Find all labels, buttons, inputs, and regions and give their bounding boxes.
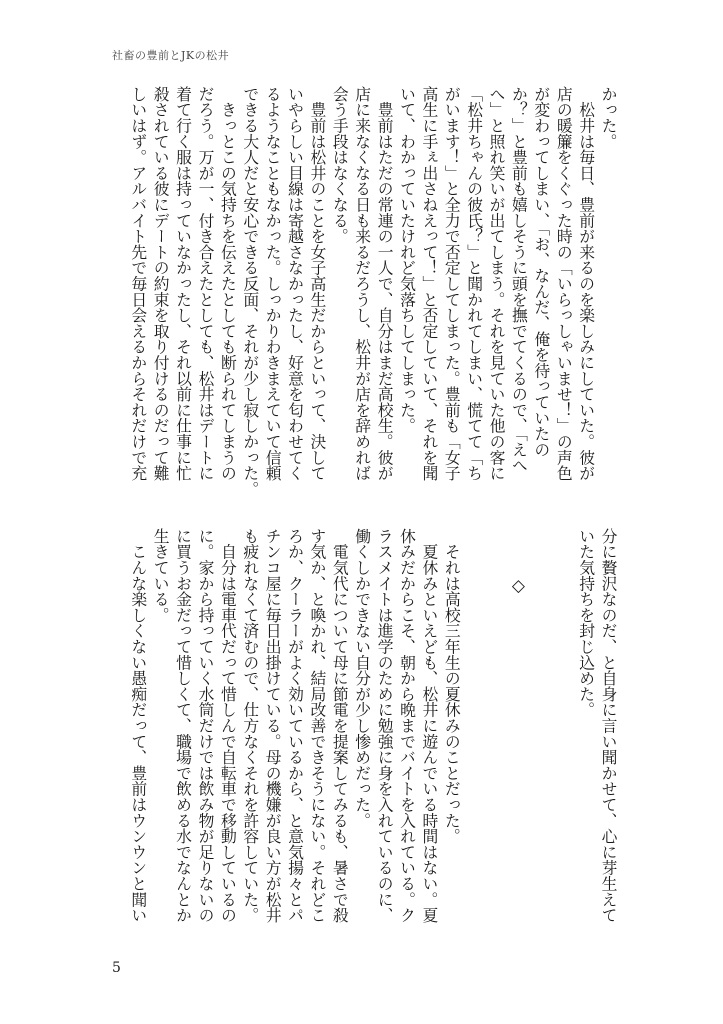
text-column: 生きている。: [151, 528, 171, 623]
running-header-title: 社畜の豊前とJKの松井: [112, 49, 230, 62]
text-column: か？」と豊前も嬉しそうに頭を撫でてくるので、「えへ: [509, 86, 529, 474]
text-column: ラスメイトは進学のために勉強に身を入れているのに、: [375, 528, 395, 923]
text-column: 働くしかできない自分が少し惨めだった。: [352, 528, 372, 829]
text-column: るようなこともなかった。しっかりわきまえていて信頼: [263, 86, 283, 481]
text-column: いた気持ちを封じ込めた。: [576, 528, 596, 718]
section-break-diamond: ◇: [508, 576, 529, 596]
text-column: 殺されている彼にデートの約束を取り付けるのだって難: [151, 86, 171, 481]
text-column: 店に来なくなる日も来るだろうし、松井が店を辞めれば: [352, 86, 372, 481]
blank-line: [462, 528, 484, 928]
text-column: 着て行く服は持っていなかったし、それ以前に仕事に忙: [173, 86, 193, 481]
text-column: も疲れなくて済むので、仕方なくそれを許容していた。: [240, 528, 260, 923]
text-column: 豊前は松井のことを女子高生だからといって、決して: [307, 86, 327, 481]
blank-line: [529, 528, 551, 928]
text-column: チンコ屋に毎日出掛けている。母の機嫌が良い方が松井: [263, 528, 283, 923]
text-column: へ」と照れ笑いが出てしまう。それを見ていた他の客に: [487, 86, 507, 481]
text-column: いやらしい目線は寄越さなかったし、好意を匂わせてく: [285, 86, 305, 481]
text-column: それは高校三年生の夏休みのことだった。: [442, 528, 462, 844]
text-block-bottom: [126, 528, 619, 928]
text-column: 分に贅沢なのだ、と自身に言い聞かせて、心に芽生えて: [599, 528, 618, 923]
text-column: 自分は電車代だって惜しんで自転車で移動しているの: [218, 528, 238, 923]
text-column: 松井は毎日、豊前が来るのを楽しみにしていた。彼が: [576, 86, 596, 481]
text-column: 「松井ちゃんの彼氏？」と聞かれてしまい、慌てて「ち: [464, 86, 484, 481]
text-column: ろか、クーラーがよく効いているから、と意気揚々とパ: [285, 528, 305, 923]
text-column: 豊前はただの常連の一人で、自分はまだ高校生。彼が: [375, 86, 395, 481]
text-column: 電気代について母に節電を提案してみるも、暑さで殺: [330, 528, 350, 923]
text-column: す気か、と喚かれ、結局改善できそうにない。それどこ: [307, 528, 327, 923]
text-column: だろう。万が一、付き合えたとしても、松井はデートに: [195, 86, 215, 481]
text-column: がいます！」と全力で否定してしまった。豊前も「女子: [442, 86, 462, 481]
text-column: に。家から持っていく水筒だけでは飲み物が足りないの: [195, 528, 215, 923]
text-column: こんな楽しくない愚痴だって、豊前はウンウンと聞い: [128, 528, 148, 923]
text-column: 高生に手ぇ出さねえって！」と否定していて、それを聞: [419, 86, 439, 481]
text-column: 夏休みといえども、松井に遊んでいる時間はない。夏: [419, 528, 439, 923]
text-column: しいはず。アルバイト先で毎日会えるからそれだけで充: [128, 86, 148, 481]
text-column: 会う手段はなくなる。: [330, 86, 350, 244]
blank-line: [485, 528, 507, 928]
blank-line: [552, 528, 574, 928]
text-column: 店の暖簾をくぐった時の「いらっしゃいませ！」の声色: [554, 86, 574, 481]
text-column: できる大人だと安心できる反面、それが少し寂しかった。: [240, 86, 260, 497]
page-number: 5: [112, 960, 121, 976]
text-column: きっとこの気持ちを伝えたとしても断られてしまうの: [218, 86, 238, 481]
text-column: 休みだからこそ、朝から晩までバイトを入れている。ク: [397, 528, 417, 923]
text-column: に買うお金だって惜しくて、職場で飲める水でなんとか: [173, 528, 193, 923]
text-column: が変わってしまい、「お、なんだ、俺を待っていたの: [531, 86, 551, 458]
text-block-top: [126, 86, 619, 497]
text-column: かった。: [599, 86, 618, 150]
text-column: いて、わかっていたけれど気落ちしてしまった。: [397, 86, 417, 434]
